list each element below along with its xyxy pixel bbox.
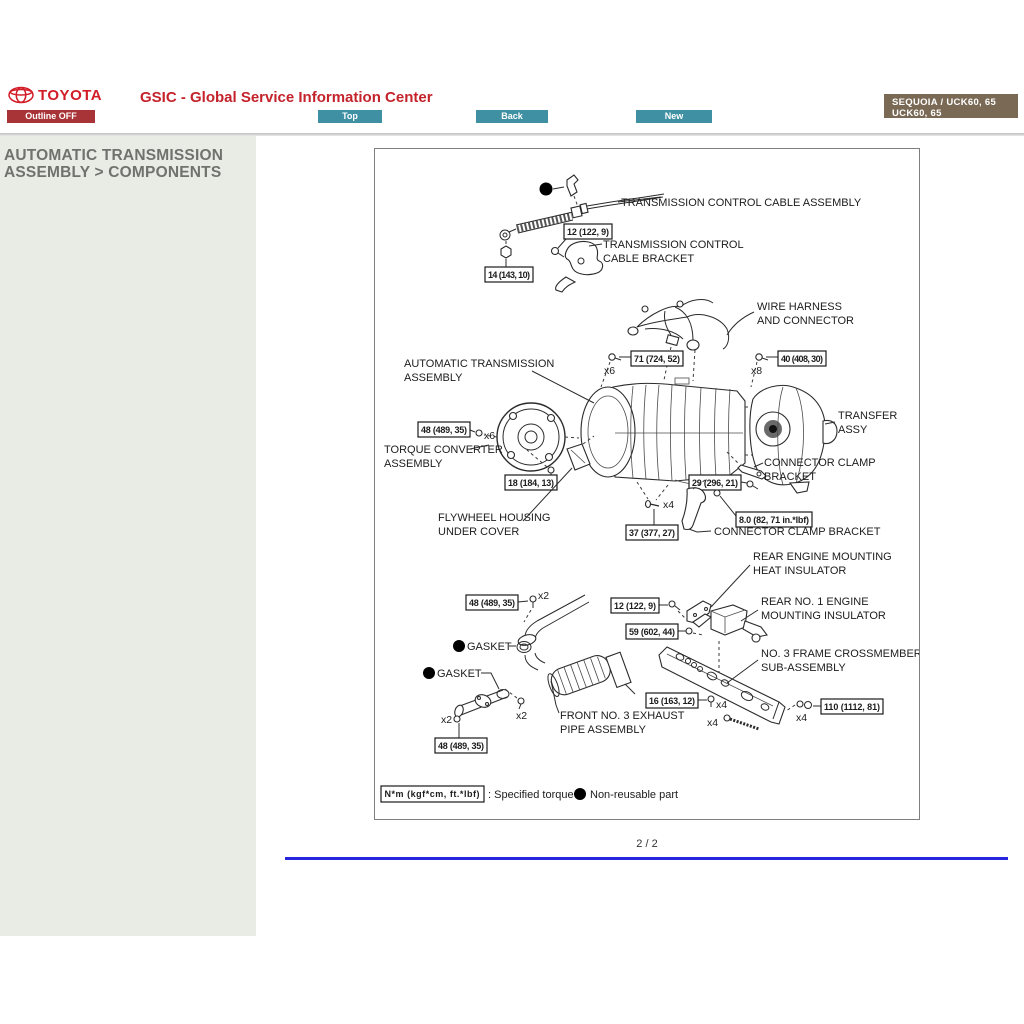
- toyota-brand: [8, 86, 102, 104]
- breadcrumb: AUTOMATIC TRANSMISSION ASSEMBLY > COMPONENTS: [4, 147, 224, 181]
- torque-value: 40 (408, 30): [781, 354, 823, 364]
- torque-value: 12 (122, 9): [567, 227, 609, 237]
- page-title: GSIC - Global Service Information Center: [140, 89, 433, 106]
- qty-x4: x4: [796, 712, 808, 724]
- label-exhaust-1: FRONT NO. 3 EXHAUST: [560, 710, 685, 722]
- label-wire-harness-1: WIRE HARNESS: [757, 301, 842, 313]
- label-cable-assembly: TRANSMISSION CONTROL CABLE ASSEMBLY: [621, 197, 862, 209]
- qty-x8: x8: [751, 365, 763, 377]
- torque-value: 14 (143, 10): [488, 270, 530, 280]
- label-conn-clamp-2: BRACKET: [764, 471, 816, 483]
- label-conn-clamp-1: CONNECTOR CLAMP: [764, 457, 876, 469]
- torque-value: 8.0 (82, 71 in.*lbf): [739, 515, 809, 525]
- qty-x2: x2: [538, 590, 550, 602]
- non-reusable-dot: [574, 788, 586, 800]
- label-at-assembly-2: ASSEMBLY: [404, 372, 463, 384]
- torque-value: 12 (122, 9): [614, 601, 656, 611]
- qty-x2: x2: [441, 714, 453, 726]
- label-cable-bracket-1: TRANSMISSION CONTROL: [603, 239, 744, 251]
- legend-torque-unit: N*m (kgf*cm, ft.*lbf): [384, 789, 480, 799]
- label-torque-converter-1: TORQUE CONVERTER: [384, 444, 503, 456]
- transmission-drawing: [581, 378, 752, 484]
- torque-value: 59 (602, 44): [629, 627, 675, 637]
- label-gasket-1: GASKET: [467, 641, 512, 653]
- label-rear-no1-2: MOUNTING INSULATOR: [761, 610, 886, 622]
- outline-off-button[interactable]: Outline OFF: [7, 110, 95, 123]
- vehicle-badge: [884, 94, 1018, 118]
- label-at-assembly-1: AUTOMATIC TRANSMISSION: [404, 358, 555, 370]
- new-button[interactable]: New: [636, 110, 712, 123]
- label-crossmember-1: NO. 3 FRAME CROSSMEMBER: [761, 648, 919, 660]
- label-transfer-1: TRANSFER: [838, 410, 898, 422]
- page-number: 2 / 2: [636, 838, 658, 850]
- legend: [381, 786, 678, 802]
- label-wire-harness-2: AND CONNECTOR: [757, 315, 854, 327]
- label-torque-converter-2: ASSEMBLY: [384, 458, 443, 470]
- vehicle-badge-line1: SEQUOIA / UCK60, 65: [892, 97, 997, 108]
- back-button[interactable]: Back: [476, 110, 548, 123]
- qty-x6: x6: [604, 365, 616, 377]
- components-diagram: [374, 148, 920, 820]
- qty-x4: x4: [663, 499, 675, 511]
- toyota-logo-icon: [8, 86, 34, 104]
- torque-value: 110 (1112, 81): [824, 702, 880, 712]
- torque-value: 37 (377, 27): [629, 528, 675, 538]
- legend-non-reusable: Non-reusable part: [590, 789, 679, 801]
- torque-value: 16 (163, 12): [649, 696, 695, 706]
- label-rear-no1-1: REAR NO. 1 ENGINE: [761, 596, 869, 608]
- qty-x4: x4: [716, 699, 728, 711]
- non-reusable-dot: [540, 183, 553, 196]
- footer-divider: [285, 857, 1008, 860]
- label-flywheel-1: FLYWHEEL HOUSING: [438, 512, 551, 524]
- qty-x2: x2: [516, 710, 528, 722]
- label-rear-heat-2: HEAT INSULATOR: [753, 565, 847, 577]
- exploded-view-drawing: [375, 149, 919, 819]
- sidebar: [0, 136, 256, 936]
- wire-harness-drawing: [628, 300, 754, 381]
- label-exhaust-2: PIPE ASSEMBLY: [560, 724, 647, 736]
- torque-value: 29 (296, 21): [692, 478, 738, 488]
- vehicle-badge-line2: UCK60, 65: [892, 108, 942, 118]
- torque-value: 71 (724, 52): [634, 354, 680, 364]
- torque-value: 18 (184, 13): [508, 478, 554, 488]
- torque-value: 48 (489, 35): [421, 425, 467, 435]
- label-rear-heat-1: REAR ENGINE MOUNTING: [753, 551, 892, 563]
- qty-x6: x6: [484, 430, 496, 442]
- label-conn-clamp-full: CONNECTOR CLAMP BRACKET: [714, 526, 881, 538]
- label-gasket-2: GASKET: [437, 668, 482, 680]
- label-cable-bracket-2: CABLE BRACKET: [603, 253, 695, 265]
- label-flywheel-2: UNDER COVER: [438, 526, 520, 538]
- label-crossmember-2: SUB-ASSEMBLY: [761, 662, 846, 674]
- torque-value: 48 (489, 35): [438, 741, 484, 751]
- label-transfer-2: ASSY: [838, 424, 868, 436]
- legend-specified-torque: : Specified torque: [488, 789, 574, 801]
- torque-value: 48 (489, 35): [469, 598, 515, 608]
- qty-x4: x4: [707, 717, 719, 729]
- brand-text: TOYOTA: [38, 86, 103, 104]
- top-button[interactable]: Top: [318, 110, 382, 123]
